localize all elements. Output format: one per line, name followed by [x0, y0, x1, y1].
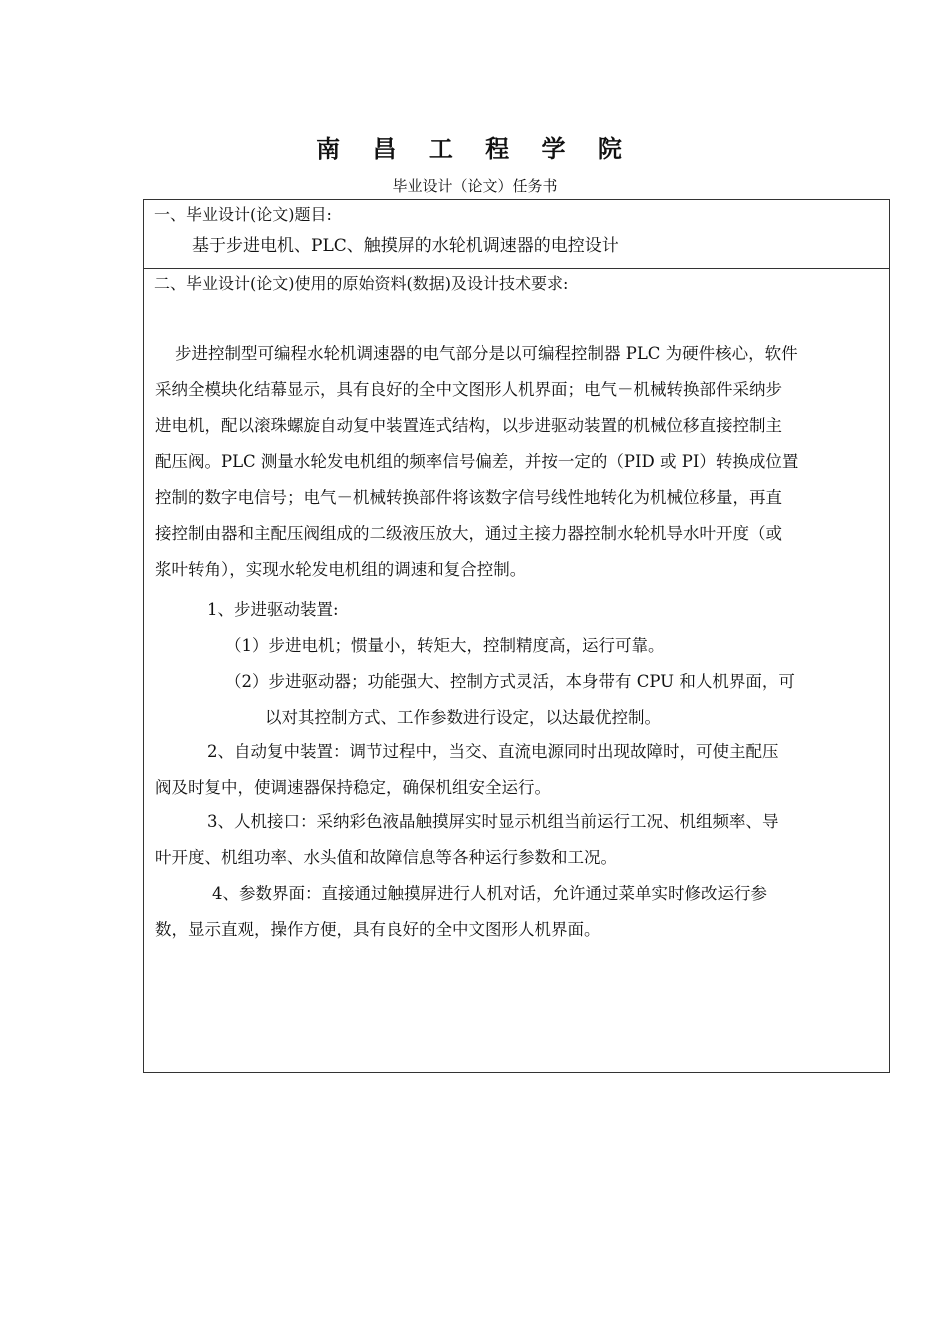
- requirements-label: 二、毕业设计(论文)使用的原始资料(数据)及设计技术要求:: [154, 274, 569, 293]
- intro-line: 配压阀。PLC 测量水轮发电机组的频率信号偏差，并按一定的（PID 或 PI）转换成位置: [155, 452, 799, 471]
- task-form-table: [143, 199, 890, 1073]
- intro-line: 进电机，配以滚珠螺旋自动复中装置连式结构，以步进驱动装置的机械位移直接控制主: [155, 416, 782, 435]
- topic-label: 一、毕业设计(论文)题目:: [154, 205, 332, 224]
- item1-title: 1、步进驱动装置:: [207, 600, 339, 619]
- intro-line: 控制的数字电信号；电气－机械转换部件将该数字信号线性地转化为机械位移量，再直: [155, 488, 782, 507]
- topic-text: 基于步进电机、PLC、触摸屏的水轮机调速器的电控设计: [192, 236, 619, 256]
- item3-line: 叶开度、机组功率、水头值和故障信息等各种运行参数和工况。: [155, 848, 617, 867]
- item4-line: 4、参数界面：直接通过触摸屏进行人机对话，允许通过菜单实时修改运行参: [212, 884, 767, 903]
- item1-sub1: （1）步进电机；惯量小，转矩大，控制精度高，运行可靠。: [225, 636, 665, 655]
- intro-line: 步进控制型可编程水轮机调速器的电气部分是以可编程控制器 PLC 为硬件核心，软件: [175, 344, 798, 363]
- item2-line: 阀及时复中，使调速器保持稳定，确保机组安全运行。: [155, 778, 551, 797]
- intro-line: 接控制由器和主配压阀组成的二级液压放大，通过主接力器控制水轮机导水叶开度（或: [155, 524, 782, 543]
- item1-sub2-continued: 以对其控制方式、工作参数进行设定，以达最优控制。: [265, 708, 661, 727]
- item2-line: 2、自动复中装置：调节过程中，当交、直流电源同时出现故障时，可使主配压: [207, 742, 779, 761]
- page-title: 南 昌 工 程 学 院: [316, 135, 634, 163]
- item1-sub2: （2）步进驱动器；功能强大、控制方式灵活，本身带有 CPU 和人机界面，可: [225, 672, 795, 691]
- intro-line: 采纳全模块化结幕显示，具有良好的全中文图形人机界面；电气－机械转换部件采纳步: [155, 380, 782, 399]
- item3-line: 3、人机接口：采纳彩色液晶触摸屏实时显示机组当前运行工况、机组频率、导: [207, 812, 779, 831]
- page-subtitle: 毕业设计（论文）任务书: [392, 177, 558, 195]
- topic-row: [144, 200, 889, 269]
- intro-line: 浆叶转角），实现水轮发电机组的调速和复合控制。: [155, 560, 527, 579]
- item4-line: 数，显示直观，操作方便，具有良好的全中文图形人机界面。: [155, 920, 601, 939]
